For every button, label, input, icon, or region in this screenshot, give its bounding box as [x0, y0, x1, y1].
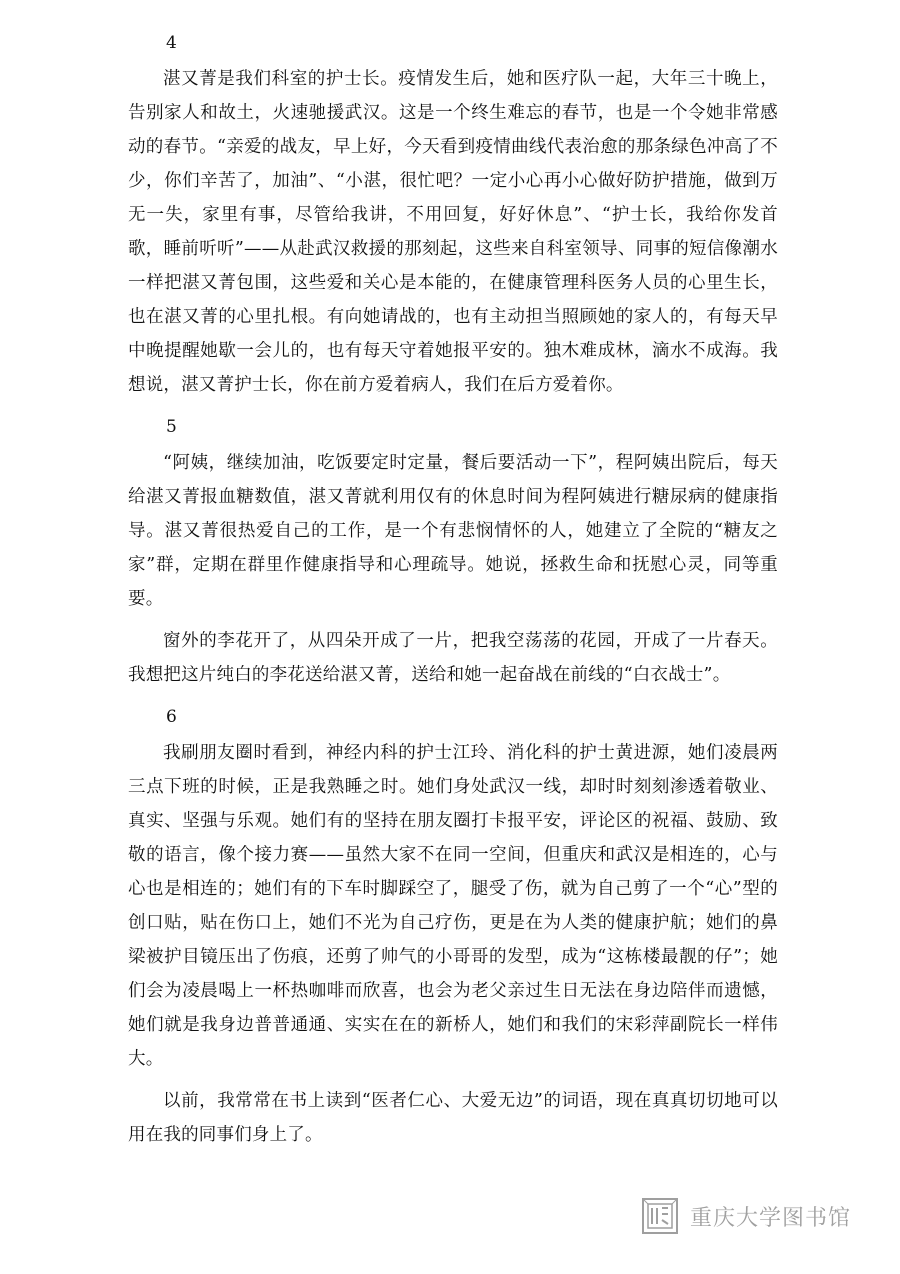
paragraph: 湛又菁是我们科室的护士长。疫情发生后，她和医疗队一起，大年三十晚上，告别家人和故土，火速驰援武汉。这是一个终生难忘的春节，也是一个令她非常感动的春节。“亲爱的战友，早上好，今天看到疫情曲线代表治愈的那条绿色冲高了不少，你们辛苦了，加油”、“小湛，很忙吧？一定小心再小心做好防护措施，做到万无一失，家里有事，尽管给我讲，不用回复，好好休息”、“护士长，我给你发首歌，睡前听听”——从赴武汉救援的那刻起，这些来自科室领导、同事的短信像潮水一样把湛又菁包围，这些爱和关心是本能的，在健康管理科医务人员的心里生长，也在湛又菁的心里扎根。有向她请战的，也有主动担当照顾她的家人的，有每天早中晚提醒她歇一会儿的，也有每天守着她报平安的。独木难成林，滴水不成海。我想说，湛又菁护士长，你在前方爱着病人，我们在后方爱着你。	[128, 69, 778, 395]
section-number: 5	[166, 417, 177, 437]
library-seal-icon	[640, 1196, 680, 1236]
paragraph: 窗外的李花开了，从四朵开成了一片，把我空荡荡的花园，开成了一片春天。我想把这片纯白的李花送给湛又菁，送给和她一起奋战在前线的“白衣战士”。	[128, 631, 778, 685]
paragraph: 我刷朋友圈时看到，神经内科的护士江玲、消化科的护士黄进源，她们凌晨两三点下班的时候，正是我熟睡之时。她们身处武汉一线，却时时刻刻渗透着敬业、真实、坚强与乐观。她们有的坚持在朋友圈打卡报平安，评论区的祝福、鼓励、致敬的语言，像个接力赛——虽然大家不在同一空间，但重庆和武汉是相连的，心与心也是相连的；她们有的下车时脚踩空了，腿受了伤，就为自己剪了一个“心”型的创口贴，贴在伤口上，她们不光为自己疗伤，更是在为人类的健康护航；她们的鼻梁被护目镜压出了伤痕，还剪了帅气的小哥哥的发型，成为“这栋楼最靓的仔”；她们会为凌晨喝上一杯热咖啡而欣喜，也会为老父亲过生日无法在身边陪伴而遗憾，她们就是我身边普普通通、实实在在的新桥人，她们和我们的宋彩萍副院长一样伟大。	[128, 743, 778, 1069]
watermark-text: 重庆大学图书馆	[690, 1205, 852, 1231]
article-body	[128, 30, 778, 1160]
paragraph: 以前，我常常在书上读到“医者仁心、大爱无边”的词语，现在真真切切地可以用在我的同事们身上了。	[128, 1091, 778, 1145]
section-5	[128, 414, 778, 692]
section-6	[128, 704, 778, 1152]
section-4	[128, 30, 778, 402]
section-number: 4	[166, 33, 177, 53]
section-number: 6	[166, 707, 177, 727]
library-watermark	[640, 1196, 851, 1236]
paragraph: “阿姨，继续加油，吃饭要定时定量，餐后要活动一下”，程阿姨出院后，每天给湛又菁报血糖数值，湛又菁就利用仅有的休息时间为程阿姨进行糖尿病的健康指导。湛又菁很热爱自己的工作，是一个有悲悯情怀的人，她建立了全院的“糖友之家”群，定期在群里作健康指导和心理疏导。她说，拯救生命和抚慰心灵，同等重要。	[128, 453, 778, 609]
